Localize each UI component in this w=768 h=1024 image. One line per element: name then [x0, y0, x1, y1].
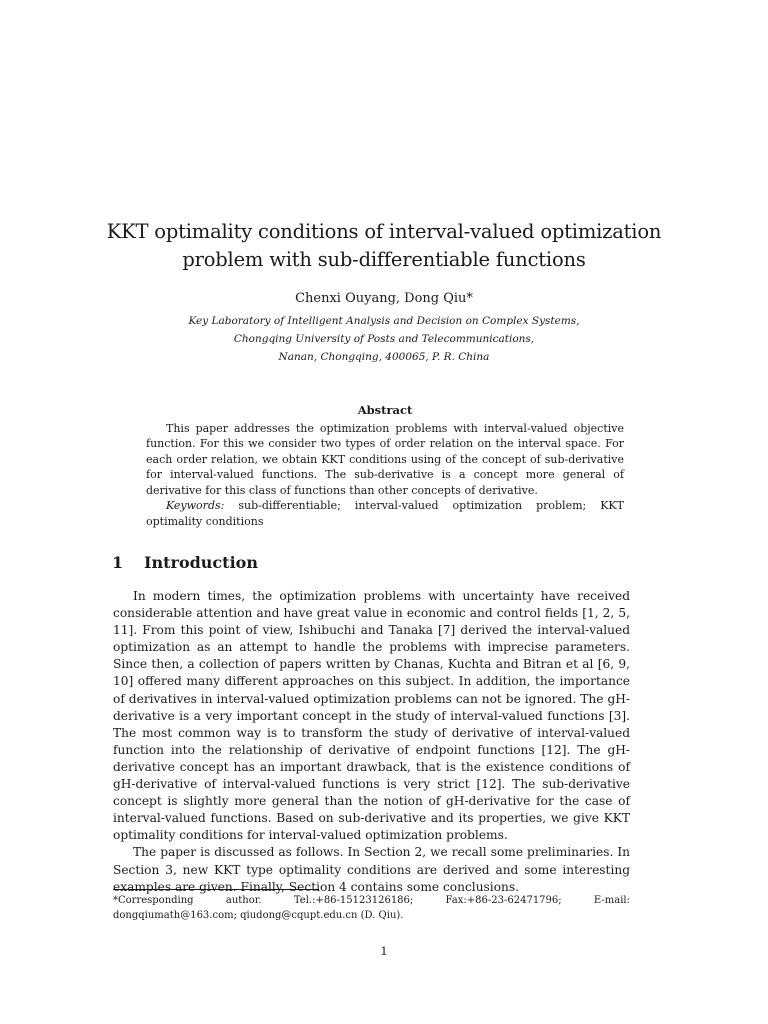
page-number: 1 — [380, 944, 388, 958]
affiliation-line-2: Chongqing University of Posts and Telecommunications, — [233, 333, 535, 345]
keywords — [146, 498, 624, 529]
affiliation-line-1: Key Laboratory of Intelligent Analysis and Decision on Complex Systems, — [188, 315, 580, 327]
body-text — [113, 588, 630, 896]
affiliation-line-3: Nanan, Chongqing, 400065, P. R. China — [278, 351, 490, 363]
body-paragraph-2: The paper is discussed as follows. In Section 2, we recall some preliminaries. In Section 3, new KKT type optimality conditions are derived and some interesting examples are given. Finally, Section 4 contains some conclusions. — [113, 845, 630, 894]
keywords-text: sub-differentiable; interval-valued optimization problem; KKT optimality conditions — [146, 499, 624, 528]
keywords-label: Keywords: — [166, 499, 225, 512]
section-title: Introduction — [144, 553, 258, 572]
section-heading — [112, 553, 258, 573]
title-line-1: KKT optimality conditions of interval-valued optimization — [106, 220, 662, 243]
section-number: 1 — [112, 553, 124, 572]
authors: Chenxi Ouyang, Dong Qiu* — [295, 291, 473, 306]
title-line-2: problem with sub-differentiable functions — [182, 248, 586, 271]
abstract-heading: Abstract — [357, 403, 413, 417]
footnote: *Corresponding author. Tel.:+86-15123126186; Fax:+86-23-62471796; E-mail: dongqiumath@163.com; qiudong@cqupt.edu.cn (D. Qiu). — [113, 895, 630, 921]
body-paragraph-1: In modern times, the optimization problems with uncertainty have received considerable attention and have great value in economic and control fields [1, 2, 5, 11]. From this point of view, Ishibuchi and Tanaka [7] derived the interval-valued optimization as an attempt to handle the problems with imprecise parameters. Since then, a collection of papers written by Chanas, Kuchta and Bitran et al [6, 9, 10] offered many different approaches on this subject. In addition, the importance of derivatives in interval-valued optimization problems can not be ignored. The gH-derivative is a very important concept in the study of interval-valued functions [3]. The most common way is to transform the study of derivative of interval-valued function into the relationship of derivative of endpoint functions [12]. The gH-derivative concept has an important drawback, that is the existence conditions of gH-derivative of interval-valued functions is very strict [12]. The sub-derivative concept is slightly more general than the notion of gH-derivative for the case of interval-valued functions. Based on sub-derivative and its properties, we give KKT optimality conditions for interval-valued optimization problems. — [113, 589, 630, 843]
abstract-text: This paper addresses the optimization problems with interval-valued objective function. For this we consider two types of order relation on the interval space. For each order relation, we obtain KKT conditions using of the concept of sub-derivative for interval-valued functions. The sub-derivative is a concept more general of derivative for this class of functions than other concepts of derivative. — [146, 421, 624, 497]
paper-title — [0, 218, 768, 274]
affiliation — [0, 312, 768, 366]
footnote-rule — [113, 889, 319, 890]
abstract — [146, 403, 624, 529]
